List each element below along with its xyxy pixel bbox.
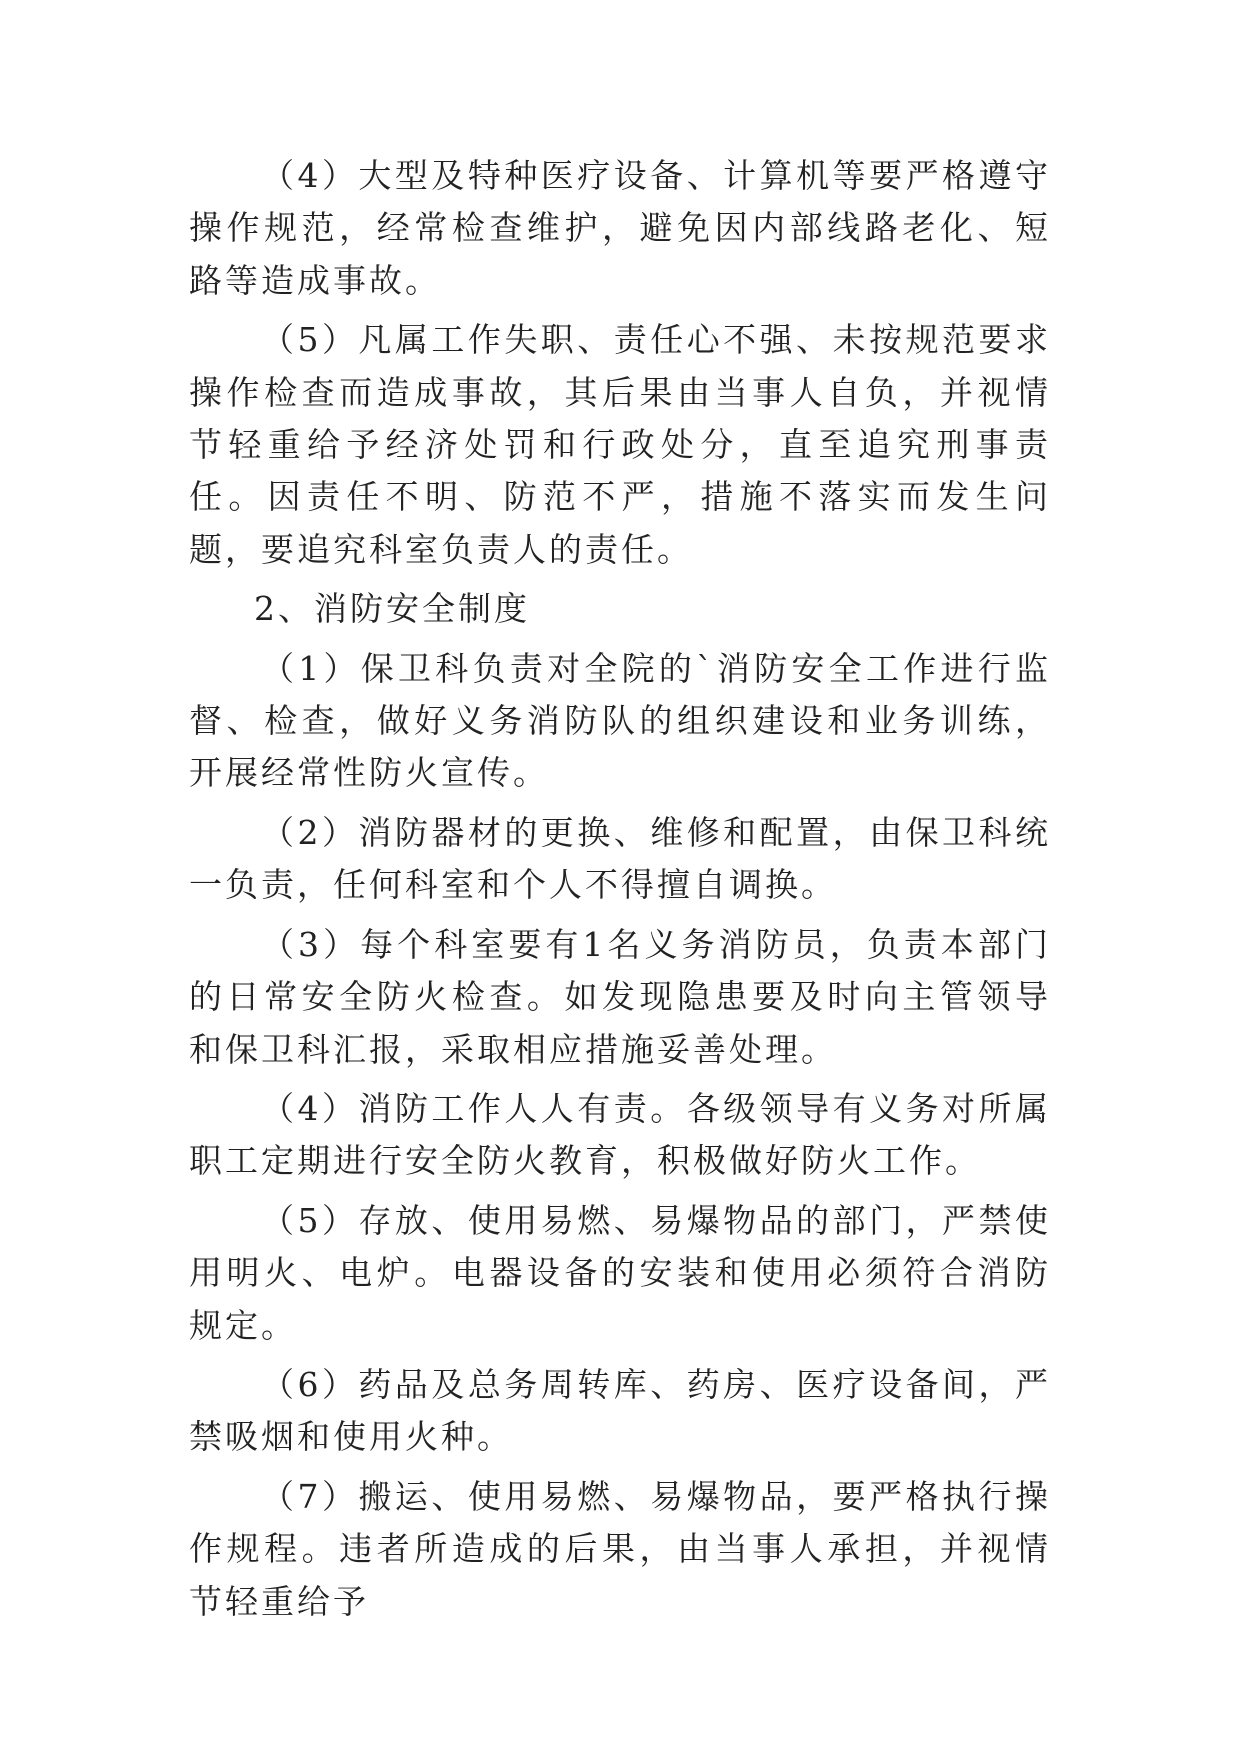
paragraph-fire-1: （1）保卫科负责对全院的`消防安全工作进行监督、检查，做好义务消防队的组织建设和业务训练，开展经常性防火宣传。	[189, 648, 1051, 793]
paragraph-equipment-rules: （4）大型及特种医疗设备、计算机等要严格遵守操作规范，经常检查维护，避免因内部线路老化、短路等造成事故。	[189, 156, 1051, 300]
paragraph-fire-2: （2）消防器材的更换、维修和配置，由保卫科统一负责，任何科室和个人不得擅自调换。	[189, 812, 1051, 905]
section-heading-fire-safety: 2、消防安全制度	[254, 589, 530, 629]
paragraph-fire-7: （7）搬运、使用易燃、易爆物品，要严格执行操作规程。违者所造成的后果，由当事人承担，并视情节轻重给予	[189, 1476, 1051, 1621]
document-body	[189, 150, 1051, 1635]
paragraph-fire-6: （6）药品及总务周转库、药房、医疗设备间，严禁吸烟和使用火种。	[189, 1364, 1051, 1457]
paragraph-fire-4: （4）消防工作人人有责。各级领导有义务对所属职工定期进行安全防火教育，积极做好防火工作。	[189, 1088, 1051, 1181]
paragraph-fire-3: （3）每个科室要有1名义务消防员，负责本部门的日常安全防火检查。如发现隐患要及时向主管领导和保卫科汇报，采取相应措施妥善处理。	[189, 924, 1051, 1069]
paragraph-fire-5: （5）存放、使用易燃、易爆物品的部门，严禁使用明火、电炉。电器设备的安装和使用必须符合消防规定。	[189, 1200, 1051, 1345]
paragraph-accident-liability: （5）凡属工作失职、责任心不强、未按规范要求操作检查而造成事故，其后果由当事人自负，并视情节轻重给予经济处罚和行政处分，直至追究刑事责任。因责任不明、防范不严，措施不落实而发生问题，要追究科室负责人的责任。	[189, 320, 1051, 569]
